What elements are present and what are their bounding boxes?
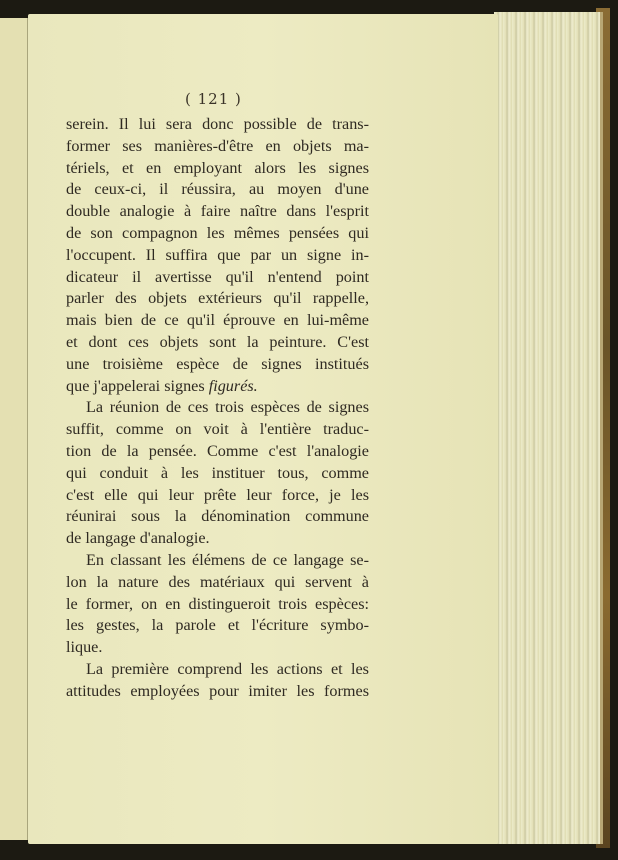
- text-line: de son compagnon les mêmes pensées qui: [66, 223, 369, 242]
- text-line: c'est elle qui leur prête leur force, je les: [66, 485, 369, 504]
- text-fragment: que j'appelerai signes: [66, 376, 205, 395]
- facing-page-edge: [0, 18, 28, 840]
- text-line: et dont ces objets sont la peinture. C'est: [66, 332, 369, 351]
- text-line: suffit, comme on voit à l'entière traduc-: [66, 420, 369, 439]
- text-line: serein. Il lui sera donc possible de trans-: [66, 115, 369, 133]
- text-line: La première comprend les actions et les: [86, 659, 369, 678]
- text-line: dicateur il avertisse qu'il n'entend point: [66, 267, 369, 286]
- text-line: réunirai sous la dénomination commune: [66, 507, 369, 526]
- text-line: double analogie à faire naître dans l'esprit: [66, 202, 369, 221]
- page-stack: [494, 12, 603, 844]
- text-line: de ceux-ci, il réussira, au moyen d'une: [66, 180, 369, 199]
- italic-word: figurés.: [208, 376, 258, 395]
- text-line: former ses manières-d'être en objets ma-: [66, 136, 369, 155]
- text-line: tériels, et en employant alors les signes: [66, 158, 369, 177]
- text-line: les gestes, la parole et l'écriture symbo-: [66, 616, 369, 635]
- text-line: le former, on en distingueroit trois espèces:: [66, 594, 369, 613]
- text-line: l'occupent. Il suffira que par un signe in-: [66, 245, 369, 264]
- text-line: mais bien de ce qu'il éprouve en lui-même: [66, 311, 369, 330]
- text-line: une troisième espèce de signes institués: [66, 354, 369, 373]
- text-line: lique.: [66, 638, 103, 657]
- text-line: [66, 376, 369, 398]
- text-line: parler des objets extérieurs qu'il rappelle,: [66, 289, 369, 308]
- page-number: ( 121 ): [185, 90, 242, 108]
- text-line: En classant les élémens de ce langage se-: [86, 550, 369, 569]
- text-line: qui conduit à les instituer tous, comme: [66, 463, 369, 482]
- text-line: de langage d'analogie.: [66, 529, 210, 548]
- text-line: tion de la pensée. Comme c'est l'analogie: [66, 441, 369, 460]
- text-line: La réunion de ces trois espèces de signes: [86, 398, 369, 417]
- text-line: lon la nature des matériaux qui servent à: [66, 572, 369, 591]
- text-line: attitudes employées pour imiter les formes: [66, 681, 369, 700]
- page-text: [66, 114, 369, 703]
